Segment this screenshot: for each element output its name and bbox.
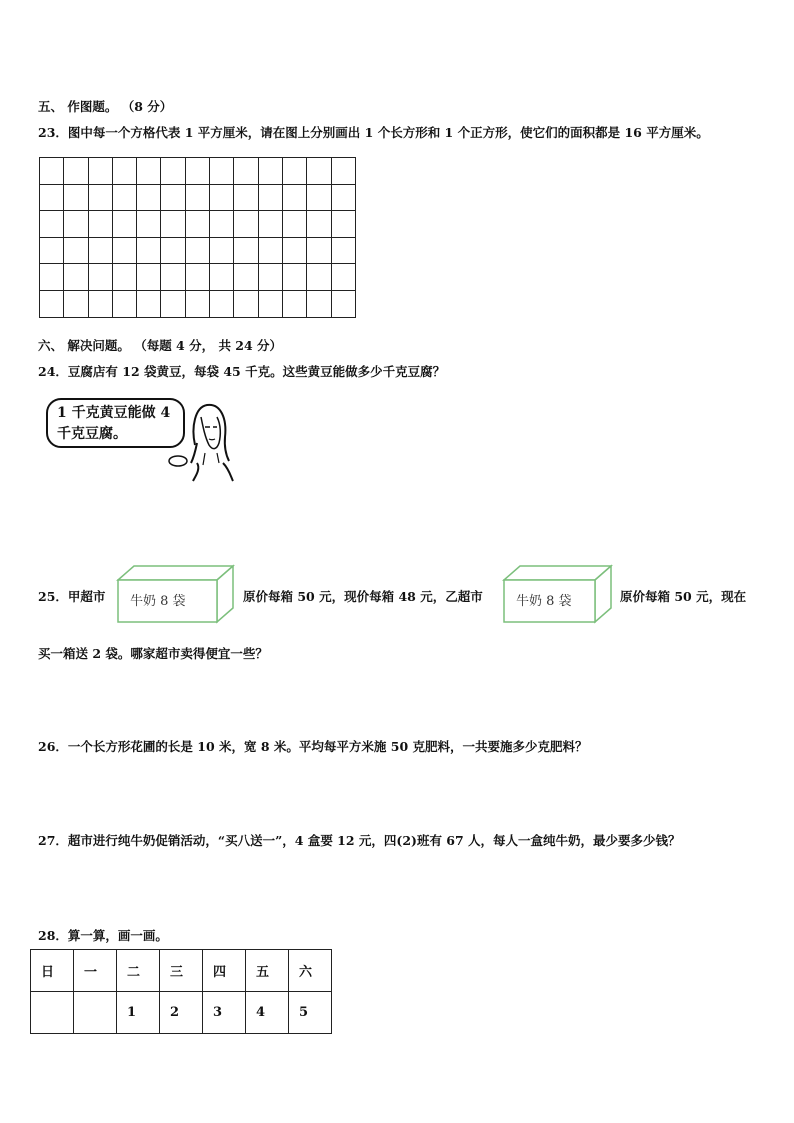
- section-five-heading: 五、 作图题。 （8 分）: [38, 99, 173, 114]
- grid-square[interactable]: [64, 211, 88, 238]
- grid-square[interactable]: [64, 290, 88, 317]
- grid-square[interactable]: [40, 290, 64, 317]
- grid-square[interactable]: [331, 184, 355, 211]
- grid-square[interactable]: [112, 290, 136, 317]
- grid-square[interactable]: [161, 184, 185, 211]
- date-cell: 5: [289, 992, 332, 1034]
- grid-square[interactable]: [88, 211, 112, 238]
- square-grid[interactable]: [39, 157, 356, 318]
- grid-square[interactable]: [282, 158, 306, 185]
- grid-square[interactable]: [307, 158, 331, 185]
- grid-square[interactable]: [331, 237, 355, 264]
- grid-square[interactable]: [161, 158, 185, 185]
- weekday-cell: 一: [74, 950, 117, 992]
- question-27-text: 27．超市进行纯牛奶促销活动，“买八送一”，4 盒要 12 元，四(2)班有 67 人，每人一盒纯牛奶，最少要多少钱？: [38, 833, 681, 848]
- grid-row: [40, 184, 356, 211]
- grid-square[interactable]: [64, 264, 88, 291]
- question-24-text: 24．豆腐店有 12 袋黄豆，每袋 45 千克。这些黄豆能做多少千克豆腐？: [38, 364, 446, 379]
- grid-square[interactable]: [185, 184, 209, 211]
- grid-square[interactable]: [210, 290, 234, 317]
- grid-square[interactable]: [282, 264, 306, 291]
- grid-square[interactable]: [210, 211, 234, 238]
- milk-box-a: [116, 564, 236, 624]
- date-cell[interactable]: [74, 992, 117, 1034]
- grid-square[interactable]: [258, 158, 282, 185]
- grid-square[interactable]: [185, 290, 209, 317]
- grid-square[interactable]: [64, 237, 88, 264]
- grid-square[interactable]: [282, 184, 306, 211]
- grid-square[interactable]: [282, 211, 306, 238]
- grid-square[interactable]: [88, 184, 112, 211]
- question-25-part1: 25．甲超市: [38, 589, 106, 604]
- question-23-text: 23．图中每一个方格代表 1 平方厘米，请在图上分别画出 1 个长方形和 1 个正方形，使它们的面积都是 16 平方厘米。: [38, 125, 709, 140]
- grid-square[interactable]: [307, 211, 331, 238]
- grid-square[interactable]: [112, 264, 136, 291]
- question-25-line2: 买一箱送 2 袋。哪家超市卖得便宜一些？: [38, 646, 268, 661]
- milk-box-b-label: 牛奶 8 袋: [516, 594, 572, 609]
- weekday-cell: 四: [203, 950, 246, 992]
- grid-square[interactable]: [258, 264, 282, 291]
- grid-square[interactable]: [161, 290, 185, 317]
- grid-square[interactable]: [307, 184, 331, 211]
- grid-square[interactable]: [234, 211, 258, 238]
- grid-square[interactable]: [88, 290, 112, 317]
- calendar-weekday-row: [31, 950, 332, 992]
- grid-square[interactable]: [234, 237, 258, 264]
- section-six-heading: 六、 解决问题。 （每题 4 分， 共 24 分）: [38, 338, 283, 353]
- girl-speech-illustration: [45, 397, 235, 483]
- grid-square[interactable]: [161, 264, 185, 291]
- grid-square[interactable]: [185, 237, 209, 264]
- grid-square[interactable]: [210, 184, 234, 211]
- grid-square[interactable]: [40, 184, 64, 211]
- grid-square[interactable]: [40, 237, 64, 264]
- date-cell: 3: [203, 992, 246, 1034]
- grid-square[interactable]: [258, 237, 282, 264]
- grid-square[interactable]: [40, 211, 64, 238]
- grid-square[interactable]: [112, 237, 136, 264]
- grid-row: [40, 211, 356, 238]
- grid-square[interactable]: [307, 237, 331, 264]
- grid-square[interactable]: [307, 290, 331, 317]
- grid-square[interactable]: [185, 158, 209, 185]
- grid-square[interactable]: [40, 158, 64, 185]
- grid-square[interactable]: [234, 264, 258, 291]
- question-26-text: 26．一个长方形花圃的长是 10 米，宽 8 米。平均每平方米施 50 克肥料，一共要施多少克肥料？: [38, 739, 588, 754]
- calendar-table: [30, 949, 332, 1034]
- grid-square[interactable]: [210, 237, 234, 264]
- grid-square[interactable]: [185, 211, 209, 238]
- grid-square[interactable]: [185, 264, 209, 291]
- grid-square[interactable]: [112, 184, 136, 211]
- grid-square[interactable]: [88, 237, 112, 264]
- question-28-text: 28．算一算，画一画。: [38, 928, 168, 943]
- grid-square[interactable]: [40, 264, 64, 291]
- date-cell: 4: [246, 992, 289, 1034]
- weekday-cell: 日: [31, 950, 74, 992]
- grid-square[interactable]: [137, 237, 161, 264]
- question-25-part3: 原价每箱 50 元，现在: [620, 589, 747, 604]
- grid-square[interactable]: [282, 290, 306, 317]
- grid-row: [40, 158, 356, 185]
- calendar-date-row: [31, 992, 332, 1034]
- question-25-part2: 原价每箱 50 元，现价每箱 48 元，乙超市: [243, 589, 483, 604]
- grid-row: [40, 290, 356, 317]
- grid-square[interactable]: [258, 290, 282, 317]
- grid-row: [40, 264, 356, 291]
- grid-square[interactable]: [64, 158, 88, 185]
- grid-square[interactable]: [307, 264, 331, 291]
- grid-square[interactable]: [331, 264, 355, 291]
- speech-bubble-line-1: 1 千克黄豆能做 4: [57, 405, 171, 421]
- grid-square[interactable]: [210, 264, 234, 291]
- grid-square[interactable]: [234, 158, 258, 185]
- grid-square[interactable]: [137, 184, 161, 211]
- grid-square[interactable]: [137, 158, 161, 185]
- grid-square[interactable]: [282, 237, 306, 264]
- grid-square[interactable]: [331, 211, 355, 238]
- grid-square[interactable]: [161, 211, 185, 238]
- weekday-cell: 二: [117, 950, 160, 992]
- grid-square[interactable]: [64, 184, 88, 211]
- weekday-cell: 三: [160, 950, 203, 992]
- grid-square[interactable]: [161, 237, 185, 264]
- grid-row: [40, 237, 356, 264]
- grid-square[interactable]: [258, 184, 282, 211]
- grid-square[interactable]: [234, 290, 258, 317]
- grid-square[interactable]: [112, 211, 136, 238]
- weekday-cell: 六: [289, 950, 332, 992]
- grid-square[interactable]: [331, 158, 355, 185]
- grid-square[interactable]: [258, 211, 282, 238]
- weekday-cell: 五: [246, 950, 289, 992]
- milk-box-a-label: 牛奶 8 袋: [130, 594, 186, 609]
- milk-box-b: [502, 564, 622, 624]
- grid-square[interactable]: [112, 158, 136, 185]
- grid-square[interactable]: [137, 290, 161, 317]
- date-cell[interactable]: [31, 992, 74, 1034]
- grid-square[interactable]: [137, 211, 161, 238]
- grid-square[interactable]: [234, 184, 258, 211]
- grid-square[interactable]: [88, 264, 112, 291]
- grid-square[interactable]: [137, 264, 161, 291]
- date-cell: 2: [160, 992, 203, 1034]
- grid-square[interactable]: [210, 158, 234, 185]
- grid-square[interactable]: [88, 158, 112, 185]
- grid-square[interactable]: [331, 290, 355, 317]
- speech-bubble-line-2: 千克豆腐。: [57, 426, 127, 442]
- date-cell: 1: [117, 992, 160, 1034]
